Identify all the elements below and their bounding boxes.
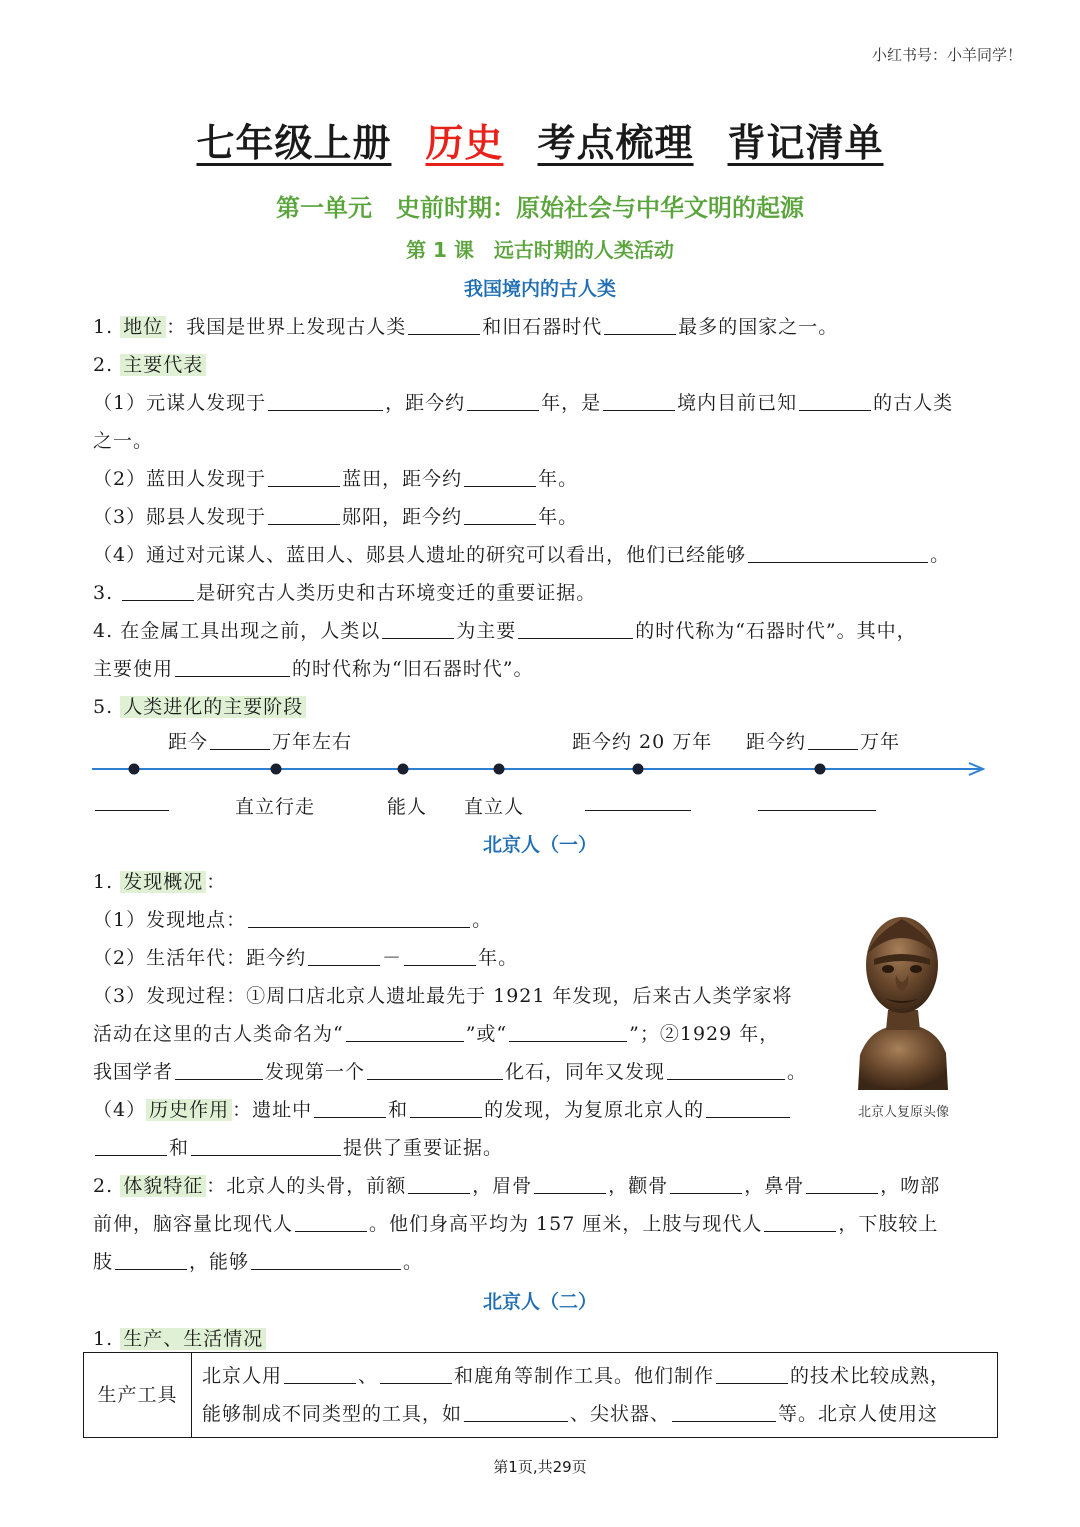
- s1-item3: [93, 578, 596, 605]
- highlight-label: 体貌特征: [120, 1175, 206, 1197]
- blank[interactable]: [115, 1251, 187, 1270]
- text: 在金属工具出现之前，人类以: [120, 620, 381, 642]
- section-heading-ancient-humans: 我国境内的古人类: [463, 278, 616, 300]
- s1-item5: [93, 692, 306, 719]
- blank[interactable]: [806, 1175, 878, 1194]
- highlight-label: 发现概况: [120, 871, 206, 893]
- blank[interactable]: [268, 468, 340, 487]
- blank[interactable]: [410, 1099, 482, 1118]
- text: 万年左右: [272, 731, 353, 753]
- unit-title: 第一单元 史前时期：原始社会与中华文明的起源: [276, 194, 804, 222]
- timeline-top-label-3: [746, 727, 900, 754]
- timeline-point: [633, 764, 644, 775]
- s1-sub1: [93, 388, 953, 415]
- timeline-bottom-label: 直立人: [464, 796, 525, 818]
- s2-sub3-cont2: [93, 1057, 807, 1084]
- text: 为主要: [456, 620, 517, 642]
- s1-sub2: [93, 464, 578, 491]
- highlight-label: 地位: [120, 316, 166, 338]
- timeline-top-label-1: [168, 727, 352, 754]
- text: －: [382, 947, 403, 969]
- blank[interactable]: [284, 1365, 356, 1384]
- s2-sub4: [93, 1095, 792, 1122]
- text: 。: [472, 909, 493, 931]
- table-head-cell: 生产工具: [84, 1353, 192, 1438]
- timeline-bottom-label: 直立行走: [235, 796, 316, 818]
- blank[interactable]: [191, 1137, 341, 1156]
- blank[interactable]: [95, 792, 169, 811]
- highlight-label: 历史作用: [146, 1099, 232, 1121]
- num: 5.: [93, 696, 114, 718]
- s2-item1: [93, 867, 226, 894]
- text: ，距今约: [385, 392, 466, 414]
- blank[interactable]: [604, 316, 676, 335]
- blank[interactable]: [382, 620, 454, 639]
- text: 的时代称为“石器时代”。其中，: [635, 620, 917, 642]
- table-row: [84, 1353, 998, 1438]
- table-line: [202, 1395, 987, 1433]
- blank[interactable]: [534, 1175, 606, 1194]
- text: 万年: [860, 731, 901, 753]
- text: （2）蓝田人发现于: [93, 468, 267, 490]
- s1-item2: [93, 350, 206, 377]
- blank[interactable]: [464, 506, 536, 525]
- blank[interactable]: [670, 1175, 742, 1194]
- text: 年。: [538, 506, 579, 528]
- timeline-point: [815, 764, 826, 775]
- num: 2.: [93, 1175, 114, 1197]
- text: 肢: [93, 1251, 114, 1273]
- timeline-point: [129, 764, 140, 775]
- s2-sub3: （3）发现过程：①周口店北京人遗址最先于 1921 年发现，后来古人类学家将: [93, 985, 793, 1007]
- text: 最多的国家之一。: [678, 316, 839, 338]
- text: 。: [787, 1061, 808, 1083]
- blank[interactable]: [251, 1251, 401, 1270]
- timeline-top-label-2: 距今约 20 万年: [572, 731, 713, 753]
- blank[interactable]: [706, 1099, 790, 1118]
- text: 年，是: [541, 392, 602, 414]
- title-part2: 历史: [425, 121, 504, 165]
- s1-item4-cont: [93, 654, 533, 681]
- text: 和旧石器时代: [482, 316, 603, 338]
- s2-item2-cont2: [93, 1247, 423, 1274]
- blank[interactable]: [122, 582, 194, 601]
- text: 前伸，脑容量比现代人: [93, 1213, 294, 1235]
- s1-sub4: [93, 540, 950, 567]
- blank[interactable]: [210, 731, 270, 750]
- text: 、: [358, 1365, 379, 1387]
- timeline-point: [494, 764, 505, 775]
- s1-sub3: [93, 502, 578, 529]
- timeline-point: [271, 764, 282, 775]
- text: 的发现，为复原北京人的: [484, 1099, 705, 1121]
- text: 和鹿角等制作工具。他们制作: [454, 1365, 715, 1387]
- s1-item4: [93, 616, 917, 643]
- blank[interactable]: [603, 392, 675, 411]
- text: ”；②1929 年，: [629, 1023, 780, 1045]
- num: 2.: [93, 354, 114, 376]
- timeline-arrow: [90, 758, 990, 780]
- blank[interactable]: [380, 1365, 452, 1384]
- blank[interactable]: [764, 1213, 836, 1232]
- s2-sub2: [93, 943, 518, 970]
- text: （3）郧县人发现于: [93, 506, 267, 528]
- text: ，吻部: [880, 1175, 941, 1197]
- blank[interactable]: [248, 909, 470, 928]
- blank[interactable]: [295, 1213, 367, 1232]
- text: 。: [930, 544, 951, 566]
- highlight-label: 主要代表: [120, 354, 206, 376]
- s2-sub1: [93, 905, 492, 932]
- s2-sub3-cont1: [93, 1019, 779, 1046]
- text: ：遗址中: [232, 1099, 313, 1121]
- timeline-bottom-label: 能人: [387, 796, 428, 818]
- title-part1: 七年级上册: [196, 121, 392, 165]
- blank[interactable]: [716, 1365, 788, 1384]
- blank[interactable]: [518, 620, 633, 639]
- num: 1.: [93, 1328, 114, 1350]
- text: 发现第一个: [265, 1061, 366, 1083]
- num: 1.: [93, 871, 114, 893]
- blank[interactable]: [175, 658, 290, 677]
- text: 和: [169, 1137, 190, 1159]
- blank[interactable]: [464, 1403, 568, 1422]
- section-heading-peking-man-2: 北京人（二）: [482, 1291, 597, 1313]
- section-heading-peking-man-1: 北京人（一）: [482, 834, 597, 856]
- blank[interactable]: [367, 1061, 503, 1080]
- text: （2）生活年代：距今约: [93, 947, 307, 969]
- blank[interactable]: [808, 731, 858, 750]
- text: 北京人用: [202, 1365, 283, 1387]
- text: 年。: [478, 947, 519, 969]
- blank[interactable]: [799, 392, 871, 411]
- text: ，鼻骨: [744, 1175, 805, 1197]
- blank[interactable]: [314, 1099, 386, 1118]
- text: 能够制成不同类型的工具，如: [202, 1403, 463, 1425]
- text: ，颧骨: [608, 1175, 669, 1197]
- text: 等。北京人使用这: [778, 1403, 939, 1425]
- timeline-bottom-blank-3: [756, 792, 878, 814]
- blank[interactable]: [464, 468, 536, 487]
- s2-sub4-cont: [93, 1133, 503, 1160]
- production-table: [83, 1352, 998, 1438]
- text: 和: [388, 1099, 409, 1121]
- text: ，眉骨: [472, 1175, 533, 1197]
- text: 活动在这里的古人类命名为“: [93, 1023, 344, 1045]
- text: 主要使用: [93, 658, 174, 680]
- text: 、尖状器、: [570, 1403, 671, 1425]
- text: ”或“: [465, 1023, 508, 1045]
- text: 郧阳，距今约: [342, 506, 463, 528]
- blank[interactable]: [175, 1061, 263, 1080]
- text: （4）通过对元谋人、蓝田人、郧县人遗址的研究可以看出，他们已经能够: [93, 544, 747, 566]
- photo-caption: 北京人复原头像: [858, 1105, 950, 1120]
- text: 我国学者: [93, 1061, 174, 1083]
- text: 是研究古人类历史和古环境变迁的重要证据。: [196, 582, 597, 604]
- blank[interactable]: [667, 1061, 785, 1080]
- blank[interactable]: [268, 392, 383, 411]
- blank[interactable]: [408, 316, 480, 335]
- page-footer: 第1页,共29页: [493, 1458, 587, 1476]
- num: 3.: [93, 582, 114, 604]
- blank[interactable]: [404, 947, 476, 966]
- blank[interactable]: [268, 506, 340, 525]
- peking-man-bust-image: [838, 905, 968, 1095]
- table-line: [202, 1357, 987, 1395]
- text: （1）发现地点：: [93, 909, 247, 931]
- s3-item1: [93, 1324, 266, 1351]
- text: 的古人类: [873, 392, 954, 414]
- num: 1.: [93, 316, 114, 338]
- blank[interactable]: [585, 792, 691, 811]
- blank[interactable]: [672, 1403, 776, 1422]
- highlight-label: 人类进化的主要阶段: [120, 696, 306, 718]
- text: 蓝田，距今约: [342, 468, 463, 490]
- blank[interactable]: [758, 792, 876, 811]
- text: 距今: [168, 731, 209, 753]
- text: 化石，同年又发现: [505, 1061, 666, 1083]
- title-part3: 考点梳理: [537, 121, 694, 165]
- watermark: 小红书号：小羊同学！: [871, 46, 1022, 64]
- num: 4.: [93, 620, 114, 642]
- blank[interactable]: [748, 544, 928, 563]
- main-title: [0, 112, 1080, 167]
- text: ：北京人的头骨，前额: [206, 1175, 407, 1197]
- text: 境内目前已知: [677, 392, 798, 414]
- text: 。他们身高平均为 157 厘米，上肢与现代人: [369, 1213, 763, 1235]
- timeline-bottom-blank-1: [93, 792, 171, 814]
- lesson-title: 第 1 课 远古时期的人类活动: [406, 238, 674, 262]
- text: 年。: [538, 468, 579, 490]
- text: ：: [206, 871, 227, 893]
- blank[interactable]: [346, 1023, 464, 1042]
- blank[interactable]: [408, 1175, 470, 1194]
- s1-sub1-cont: 之一。: [93, 430, 154, 452]
- text: ：我国是世界上发现古人类: [166, 316, 407, 338]
- text: ，下肢较上: [838, 1213, 939, 1235]
- text: （1）元谋人发现于: [93, 392, 267, 414]
- text: 提供了重要证据。: [343, 1137, 504, 1159]
- blank[interactable]: [467, 392, 539, 411]
- timeline-bottom-blank-2: [583, 792, 693, 814]
- text: （4）: [93, 1099, 147, 1121]
- s2-item2-cont1: [93, 1209, 938, 1236]
- text: ，能够: [189, 1251, 250, 1273]
- blank[interactable]: [95, 1137, 167, 1156]
- timeline-point: [398, 764, 409, 775]
- highlight-label: 生产、生活情况: [120, 1328, 266, 1350]
- text: 的技术比较成熟，: [790, 1365, 951, 1387]
- title-part4: 背记清单: [727, 121, 884, 165]
- s2-item2: [93, 1171, 940, 1198]
- blank[interactable]: [509, 1023, 627, 1042]
- table-content-cell: [192, 1353, 998, 1438]
- blank[interactable]: [308, 947, 380, 966]
- text: 。: [403, 1251, 424, 1273]
- s1-item1: [93, 312, 838, 339]
- text: 的时代称为“旧石器时代”。: [292, 658, 534, 680]
- text: 距今约: [746, 731, 807, 753]
